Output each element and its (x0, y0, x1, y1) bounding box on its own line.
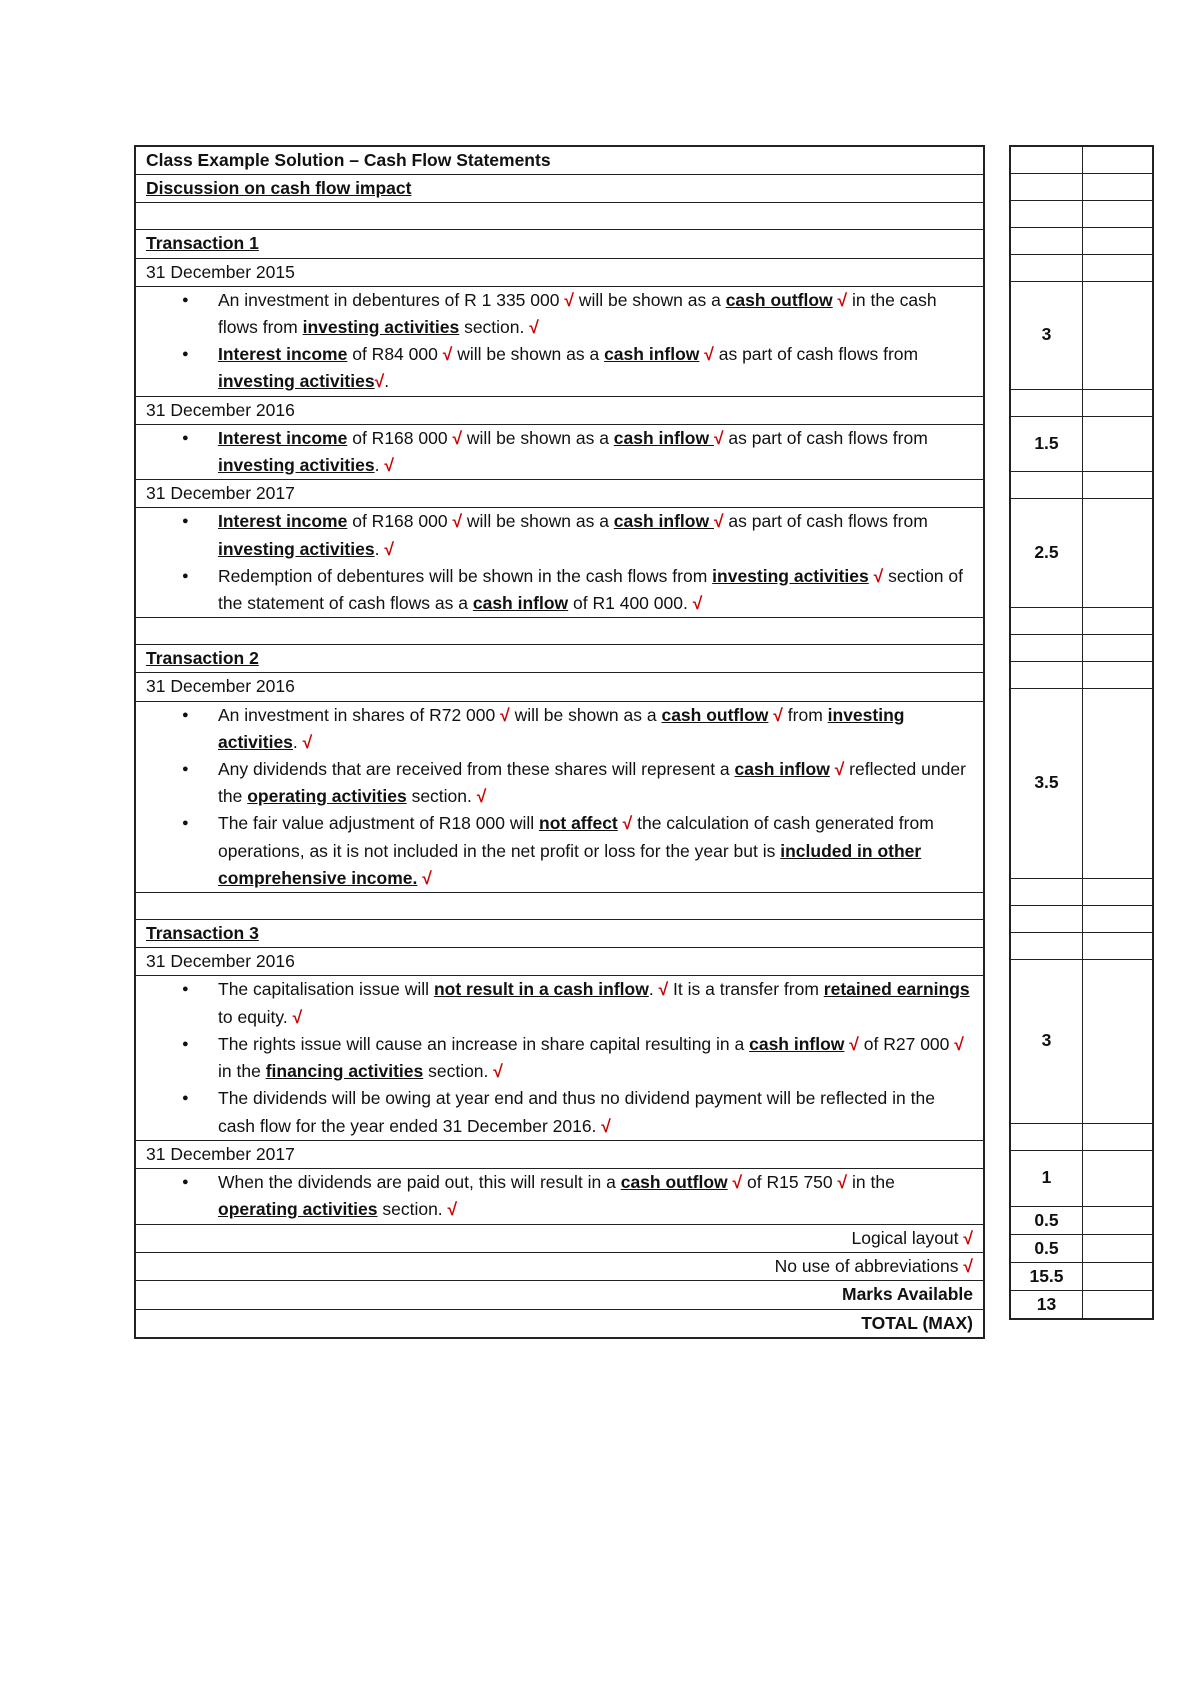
t3-2017-bullets (135, 1168, 984, 1224)
mark-t3-2016: 3 (1010, 959, 1083, 1123)
mark-t1-2015: 3 (1010, 281, 1083, 389)
transaction-1-heading: Transaction 1 (135, 230, 984, 258)
score-cell (1083, 200, 1154, 227)
score-cell (1083, 1291, 1154, 1320)
score-cell (1083, 1234, 1154, 1262)
score-cell (1083, 389, 1154, 416)
score-cell (1083, 1150, 1154, 1206)
t3-date-2017: 31 December 2017 (135, 1140, 984, 1168)
t2-bullet-dividends: ● Any dividends that are received from these shares will represent a cash inflow √ reflected under the operating activities section. √ (218, 756, 973, 810)
total-max-label: TOTAL (MAX) (135, 1309, 984, 1338)
score-cell (1083, 905, 1154, 932)
mark-cell (1010, 389, 1083, 416)
score-cell (1083, 227, 1154, 254)
transaction-3-heading: Transaction 3 (135, 920, 984, 948)
t3-bullet-rights-issue: ● The rights issue will cause an increase in share capital resulting in a cash inflow √ of R27 000 √ in the financing activities section. √ (218, 1031, 973, 1085)
score-cell (1083, 932, 1154, 959)
t1-bullet-interest-2016: ● Interest income of R168 000 √ will be shown as a cash inflow √ as part of cash flows from investing activities. √ (218, 425, 973, 479)
score-cell (1083, 146, 1154, 173)
logical-layout-label: Logical layout √ (135, 1224, 984, 1252)
mark-total: 13 (1010, 1291, 1083, 1320)
mark-cell (1010, 173, 1083, 200)
t1-date-2015: 31 December 2015 (135, 258, 984, 286)
mark-abbreviations: 0.5 (1010, 1234, 1083, 1262)
t1-2017-bullets (135, 508, 984, 618)
t1-bullet-redemption: ● Redemption of debentures will be shown in the cash flows from investing activities √ section of the statement of cash flows as a cash inflow of R1 400 000. √ (218, 563, 973, 617)
mark-cell (1010, 200, 1083, 227)
score-cell (1083, 254, 1154, 281)
abbreviations-label: No use of abbreviations √ (135, 1253, 984, 1281)
mark-cell (1010, 1123, 1083, 1150)
score-cell (1083, 498, 1154, 607)
spacer-row (135, 618, 984, 645)
score-cell (1083, 471, 1154, 498)
page-title: Class Example Solution – Cash Flow Statements (135, 146, 984, 175)
transaction-2-heading: Transaction 2 (135, 645, 984, 673)
t2-bullet-fair-value: ● The fair value adjustment of R18 000 will not affect √ the calculation of cash generated from operations, as it is not included in the net profit or loss for the year but is included in other comprehensive income. √ (218, 810, 973, 892)
mark-cell (1010, 634, 1083, 661)
t1-2015-bullets (135, 286, 984, 396)
score-cell (1083, 878, 1154, 905)
mark-cell (1010, 932, 1083, 959)
score-cell (1083, 688, 1154, 878)
mark-cell (1010, 607, 1083, 634)
mark-cell (1010, 661, 1083, 688)
marks-available-label: Marks Available (135, 1281, 984, 1309)
marks-table (1009, 145, 1154, 1320)
mark-available: 15.5 (1010, 1262, 1083, 1290)
mark-cell (1010, 905, 1083, 932)
t1-2016-bullets (135, 424, 984, 479)
t2-bullet-shares: ● An investment in shares of R72 000 √ will be shown as a cash outflow √ from investing activities. √ (218, 702, 973, 756)
score-cell (1083, 634, 1154, 661)
score-cell (1083, 416, 1154, 471)
t3-bullet-dividends-paid: ● When the dividends are paid out, this will result in a cash outflow √ of R15 750 √ in the operating activities section. √ (218, 1169, 973, 1223)
score-cell (1083, 959, 1154, 1123)
mark-t2-2016: 3.5 (1010, 688, 1083, 878)
score-cell (1083, 1206, 1154, 1234)
mark-cell (1010, 227, 1083, 254)
t1-bullet-interest-2015: ● Interest income of R84 000 √ will be shown as a cash inflow √ as part of cash flows from investing activities√. (218, 341, 973, 395)
t3-date-2016: 31 December 2016 (135, 948, 984, 976)
t1-bullet-interest-2017: ● Interest income of R168 000 √ will be shown as a cash inflow √ as part of cash flows from investing activities. √ (218, 508, 973, 562)
mark-cell (1010, 254, 1083, 281)
t1-bullet-debentures: ● An investment in debentures of R 1 335 000 √ will be shown as a cash outflow √ in the cash flows from investing activities section. √ (218, 287, 973, 341)
score-cell (1083, 661, 1154, 688)
spacer-row (135, 893, 984, 920)
t2-date-2016: 31 December 2016 (135, 673, 984, 701)
t2-2016-bullets (135, 701, 984, 892)
mark-cell (1010, 471, 1083, 498)
t3-bullet-dividends-owing: ● The dividends will be owing at year end and thus no dividend payment will be reflected in the cash flow for the year ended 31 December 2016. √ (218, 1085, 973, 1139)
t1-date-2016: 31 December 2016 (135, 396, 984, 424)
score-cell (1083, 1123, 1154, 1150)
t1-date-2017: 31 December 2017 (135, 480, 984, 508)
mark-logical-layout: 0.5 (1010, 1206, 1083, 1234)
score-cell (1083, 281, 1154, 389)
spacer-row (135, 203, 984, 230)
mark-cell (1010, 878, 1083, 905)
solution-table (134, 145, 985, 1339)
mark-t1-2017: 2.5 (1010, 498, 1083, 607)
mark-cell (1010, 146, 1083, 173)
t3-bullet-capitalisation: ● The capitalisation issue will not result in a cash inflow. √ It is a transfer from retained earnings to equity. √ (218, 976, 973, 1030)
score-cell (1083, 173, 1154, 200)
t3-2016-bullets (135, 976, 984, 1140)
page-subtitle: Discussion on cash flow impact (135, 175, 984, 203)
mark-t1-2016: 1.5 (1010, 416, 1083, 471)
score-cell (1083, 607, 1154, 634)
score-cell (1083, 1262, 1154, 1290)
mark-t3-2017: 1 (1010, 1150, 1083, 1206)
